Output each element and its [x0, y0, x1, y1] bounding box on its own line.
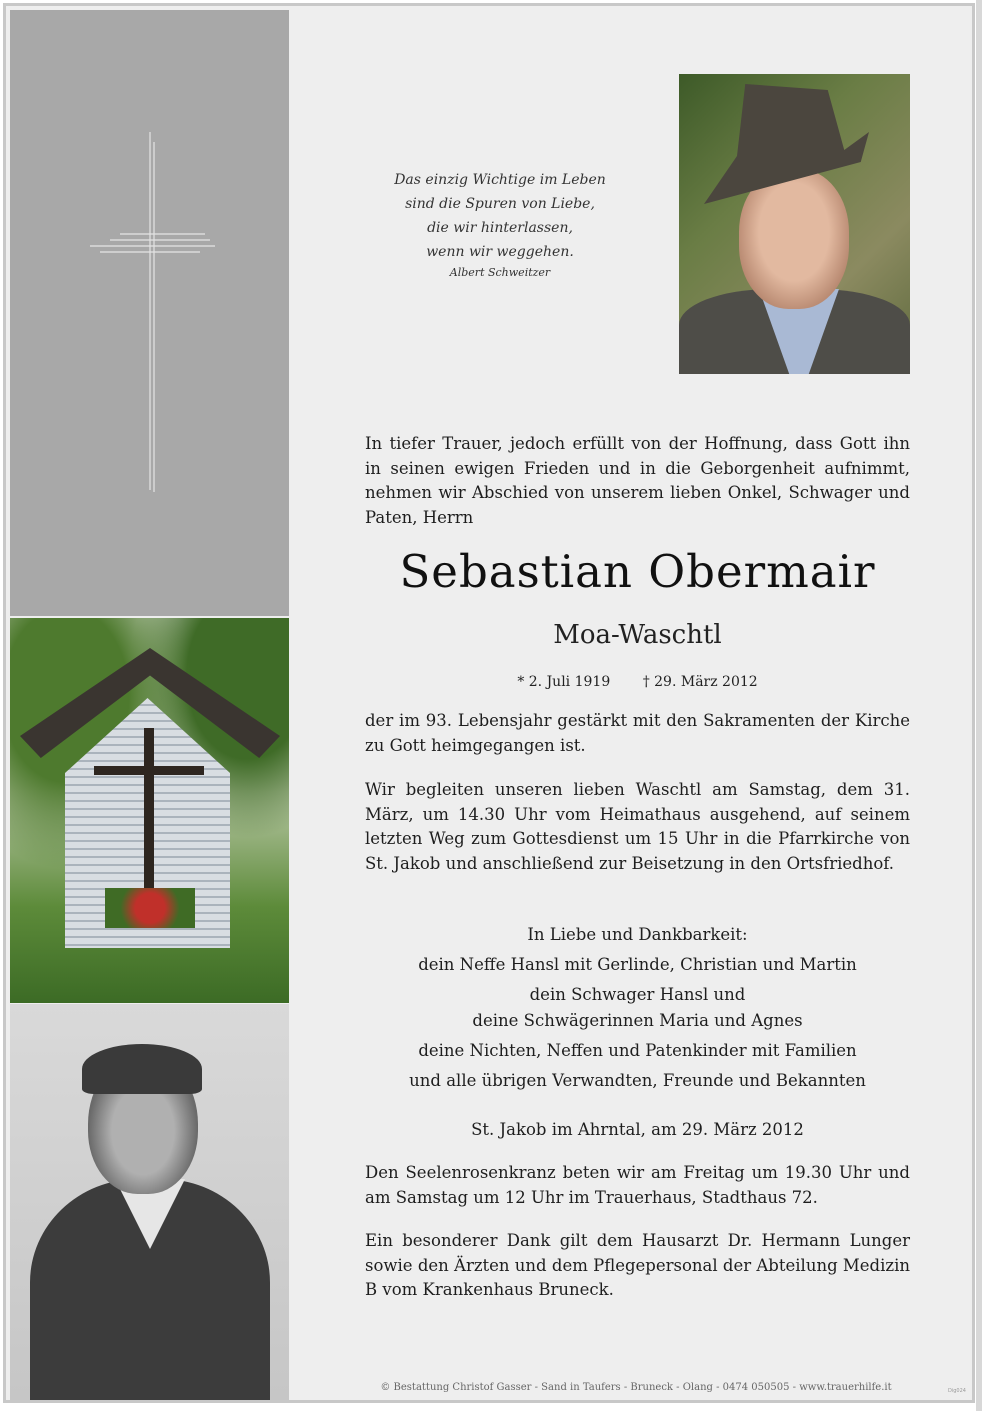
young-portrait-photo	[10, 1004, 289, 1400]
quote-author: Albert Schweitzer	[449, 266, 551, 279]
quote	[340, 168, 660, 282]
mourner-line: dein Neffe Hansl mit Gerlinde, Christian und Martin	[418, 955, 857, 974]
nickname: Moa-Waschtl	[553, 620, 722, 650]
mourner-line: und alle übrigen Verwandten, Freunde und Bekannten	[409, 1071, 866, 1090]
birth-date: * 2. Juli 1919	[517, 674, 611, 690]
cross-panel	[10, 10, 289, 616]
template-code: Dig024	[948, 1388, 966, 1394]
wayside-shrine-photo	[10, 618, 289, 1003]
passing-text: der im 93. Lebensjahr gestärkt mit den Sakramenten der Kirche zu Gott heimgegangen ist.	[365, 711, 910, 755]
mourners-heading: In Liebe und Dankbarkeit:	[527, 925, 748, 944]
footer: © Bestattung Christof Gasser - Sand in Taufers - Bruneck - Olang - 0474 050505 - www.trauerhilfe.it	[380, 1382, 892, 1393]
mourner-line: dein Schwager Hansl und	[529, 985, 746, 1004]
portrait-photo	[679, 74, 910, 374]
intro-text: In tiefer Trauer, jedoch erfüllt von der Hoffnung, dass Gott ihn in seinen ewigen Frieden und in die Geborgenheit aufnimmt, nehmen wir Abschied von unserem lieben Onkel, Schwager und Paten, Herrn	[365, 434, 910, 527]
mourner-line: deine Schwägerinnen Maria und Agnes	[472, 1011, 803, 1030]
deceased-name: Sebastian Obermair	[399, 545, 876, 598]
thanks-text: Ein besonderer Dank gilt dem Hausarzt Dr. Hermann Lunger sowie den Ärzten und dem Pflegepersonal der Abteilung Medizin B vom Krankenhaus Bruneck.	[365, 1231, 910, 1300]
funeral-text: Wir begleiten unseren lieben Waschtl am Samstag, dem 31. März, um 14.30 Uhr vom Heimathaus ausgehend, auf seinem letzten Weg zum Gottesdienst um 15 Uhr in die Pfarrkirche von St. Jakob und anschließend zur Beisetzung in den Ortsfriedhof.	[365, 780, 910, 873]
cross-icon	[10, 10, 289, 616]
mourner-line: deine Nichten, Neffen und Patenkinder mit Familien	[418, 1041, 857, 1060]
rosary-text: Den Seelenrosenkranz beten wir am Freitag um 19.30 Uhr und am Samstag um 12 Uhr im Trauerhaus, Stadthaus 72.	[365, 1163, 910, 1207]
mourners	[365, 920, 910, 1096]
quote-line: Das einzig Wichtige im Leben	[394, 172, 606, 188]
place-date: St. Jakob im Ahrntal, am 29. März 2012	[471, 1120, 804, 1139]
quote-line: sind die Spuren von Liebe,	[405, 196, 595, 212]
death-date: † 29. März 2012	[642, 674, 758, 690]
life-dates	[365, 674, 910, 690]
quote-line: die wir hinterlassen,	[427, 220, 573, 236]
page-edge	[976, 0, 982, 1411]
quote-line: wenn wir weggehen.	[426, 244, 574, 260]
